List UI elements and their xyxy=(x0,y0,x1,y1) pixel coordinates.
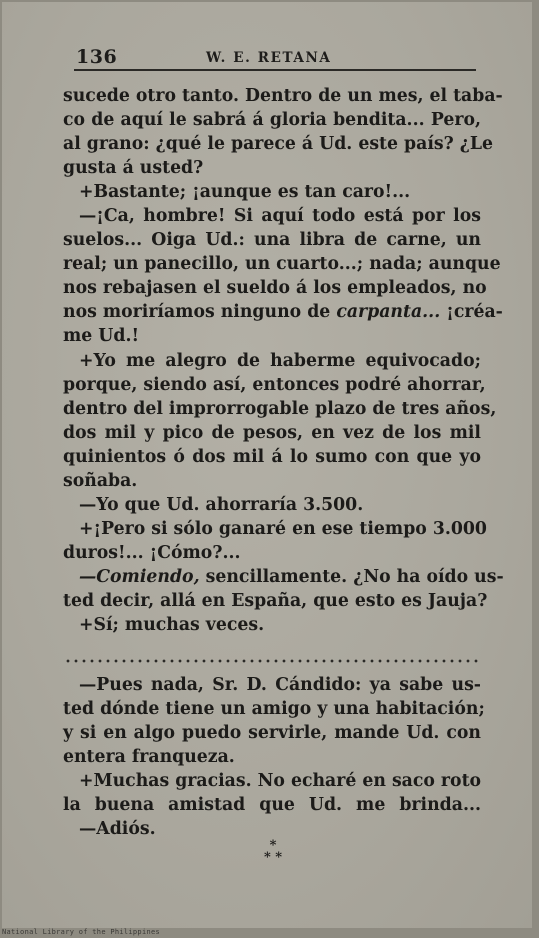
text-line: co de aquí le sabrá á gloria bendita... Pero, xyxy=(63,110,481,131)
library-credit: National Library of the Philippines xyxy=(2,928,161,936)
text-line: porque, siendo así, entonces podré ahorrar, xyxy=(63,374,486,395)
text-line: gusta á usted? xyxy=(63,158,204,179)
text-line: al grano: ¿qué le parece á Ud. este país? ¿Le xyxy=(63,134,494,155)
text-line: —Pues nada, Sr. D. Cándido: ya sabe us- xyxy=(79,675,481,695)
asterism-bottom: * * xyxy=(263,850,283,865)
text-line: me Ud.! xyxy=(63,326,140,347)
text-line: nos rebajasen el sueldo á los empleados, no xyxy=(63,278,487,299)
book-page xyxy=(2,2,532,928)
italic-word: —Comiendo, xyxy=(79,566,200,587)
page-header xyxy=(76,46,476,68)
text-line: ted dónde tiene un amigo y una habitación; xyxy=(63,699,485,720)
body-text-continued xyxy=(63,673,485,841)
text-fragment: sencillamente. ¿No ha oído us- xyxy=(205,566,504,587)
text-line: quinientos ó dos mil á lo sumo con que yo xyxy=(63,446,481,467)
text-line: soñaba. xyxy=(63,470,138,491)
text-line: +Yo me alegro de haberme equivocado; xyxy=(79,350,481,371)
text-line: —Yo que Ud. ahorraría 3.500. xyxy=(79,494,364,515)
text-line: duros!... ¡Cómo?... xyxy=(63,542,241,563)
text-line: +Sí; muchas veces. xyxy=(79,615,265,636)
running-head: W. E. RETANA xyxy=(206,50,332,66)
text-line: dos mil y pico de pesos, en vez de los mil xyxy=(63,422,481,443)
text-line: dentro del improrrogable plazo de tres años, xyxy=(63,398,497,419)
header-rule xyxy=(74,69,476,71)
body-text xyxy=(63,84,504,637)
text-line: suelos... Oiga Ud.: una libra de carne, un xyxy=(63,230,481,251)
text-line: —Adiós. xyxy=(79,819,156,840)
text-line: y si en algo puedo servirle, mande Ud. con xyxy=(63,723,481,744)
dotted-separator xyxy=(64,657,478,665)
text-line xyxy=(63,565,504,589)
italic-word: carpanta... xyxy=(336,302,441,323)
text-line: +Muchas gracias. No echaré en saco roto xyxy=(79,771,482,792)
text-line: ted decir, allá en España, que esto es Jauja? xyxy=(63,590,488,611)
text-line: —¡Ca, hombre! Si aquí todo está por los xyxy=(79,206,481,227)
text-fragment: nos moriríamos ninguno de xyxy=(63,302,331,323)
text-fragment: ¡créa- xyxy=(446,302,503,323)
text-line: +¡Pero si sólo ganaré en ese tiempo 3.000 xyxy=(79,518,487,539)
text-line: la buena amistad que Ud. me brinda... xyxy=(63,795,481,816)
text-line: sucede otro tanto. Dentro de un mes, el taba- xyxy=(63,86,503,106)
text-line: +Bastante; ¡aunque es tan caro!... xyxy=(79,182,411,203)
text-line: entera franqueza. xyxy=(63,747,235,768)
asterism-top: * xyxy=(269,838,277,853)
page-number: 136 xyxy=(76,46,118,68)
asterism-ornament xyxy=(259,840,287,868)
text-line xyxy=(63,300,503,324)
text-line: real; un panecillo, un cuarto...; nada; aunque xyxy=(63,254,501,275)
